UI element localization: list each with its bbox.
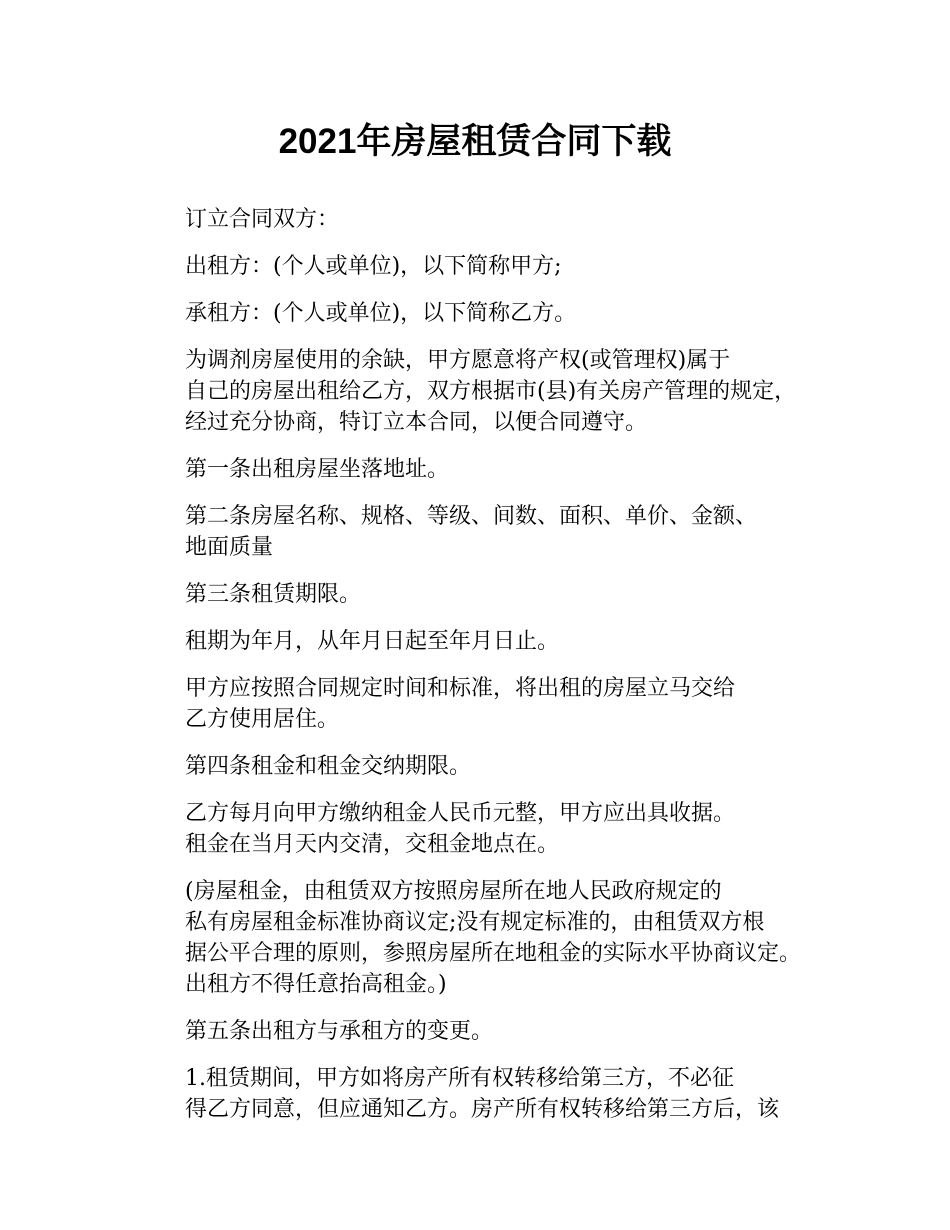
- paragraph-line: 承租方：(个人或单位)，以下简称乙方。: [185, 301, 577, 326]
- paragraph-line: 第四条租金和租金交纳期限。: [185, 754, 472, 779]
- paragraph-line: 第三条租赁期限。: [185, 582, 362, 607]
- paragraph-line: 出租方：(个人或单位)，以下简称甲方;: [185, 254, 562, 279]
- paragraph-article-2: [141, 501, 831, 563]
- paragraph-lease-term: [141, 626, 831, 657]
- paragraph-article-1: [141, 454, 831, 485]
- paragraph-line: (房屋租金，由租赁双方按照房屋所在地人民政府规定的: [185, 879, 722, 904]
- paragraph-line: 第二条房屋名称、规格、等级、间数、面积、单价、金额、: [185, 504, 758, 529]
- paragraph-article-5: [141, 1016, 831, 1047]
- paragraph-transfer: [141, 1063, 831, 1125]
- paragraph-line: 乙方每月向甲方缴纳租金人民币元整，甲方应出具收据。: [185, 801, 736, 826]
- paragraph-line: 得乙方同意，但应通知乙方。房产所有权转移给第三方后，该: [185, 1097, 780, 1122]
- paragraph-rent-note: [141, 876, 831, 1000]
- paragraph-parties: [141, 204, 831, 235]
- paragraph-line: 订立合同双方：: [185, 207, 340, 232]
- paragraph-line: 第一条出租房屋坐落地址。: [185, 457, 450, 482]
- paragraph-handover: [141, 673, 831, 735]
- paragraph-line: 第五条出租方与承租方的变更。: [185, 1019, 494, 1044]
- paragraph-line: 1.租赁期间，甲方如将房产所有权转移给第三方，不必征: [185, 1066, 734, 1091]
- paragraph-line: 私有房屋租金标准协商议定;没有规定标准的，由租赁双方根: [185, 910, 765, 935]
- paragraph-purpose: [141, 345, 831, 438]
- paragraph-line: 经过充分协商，特订立本合同，以便合同遵守。: [185, 410, 648, 435]
- paragraph-rent-payment: [141, 798, 831, 860]
- paragraph-article-4: [141, 751, 831, 782]
- paragraph-line: 为调剂房屋使用的余缺，甲方愿意将产权(或管理权)属于: [185, 348, 731, 373]
- paragraph-line: 租金在当月天内交清，交租金地点在。: [185, 832, 560, 857]
- paragraph-line: 乙方使用居住。: [185, 707, 340, 732]
- paragraph-article-3: [141, 579, 831, 610]
- paragraph-line: 据公平合理的原则，参照房屋所在地租金的实际水平协商议定。: [185, 941, 802, 966]
- paragraph-line: 地面质量: [185, 535, 274, 560]
- paragraph-line: 甲方应按照合同规定时间和标准，将出租的房屋立马交给: [185, 676, 736, 701]
- paragraph-line: 租期为年月，从年月日起至年月日止。: [185, 629, 560, 654]
- paragraph-line: 自己的房屋出租给乙方，双方根据市(县)有关房产管理的规定，: [185, 379, 797, 404]
- paragraph-lessee: [141, 298, 831, 329]
- paragraph-lessor: [141, 251, 831, 282]
- document-title: 2021年房屋租赁合同下载: [278, 122, 672, 161]
- document-body: [141, 204, 831, 1141]
- paragraph-line: 出租方不得任意抬高租金。): [185, 972, 447, 997]
